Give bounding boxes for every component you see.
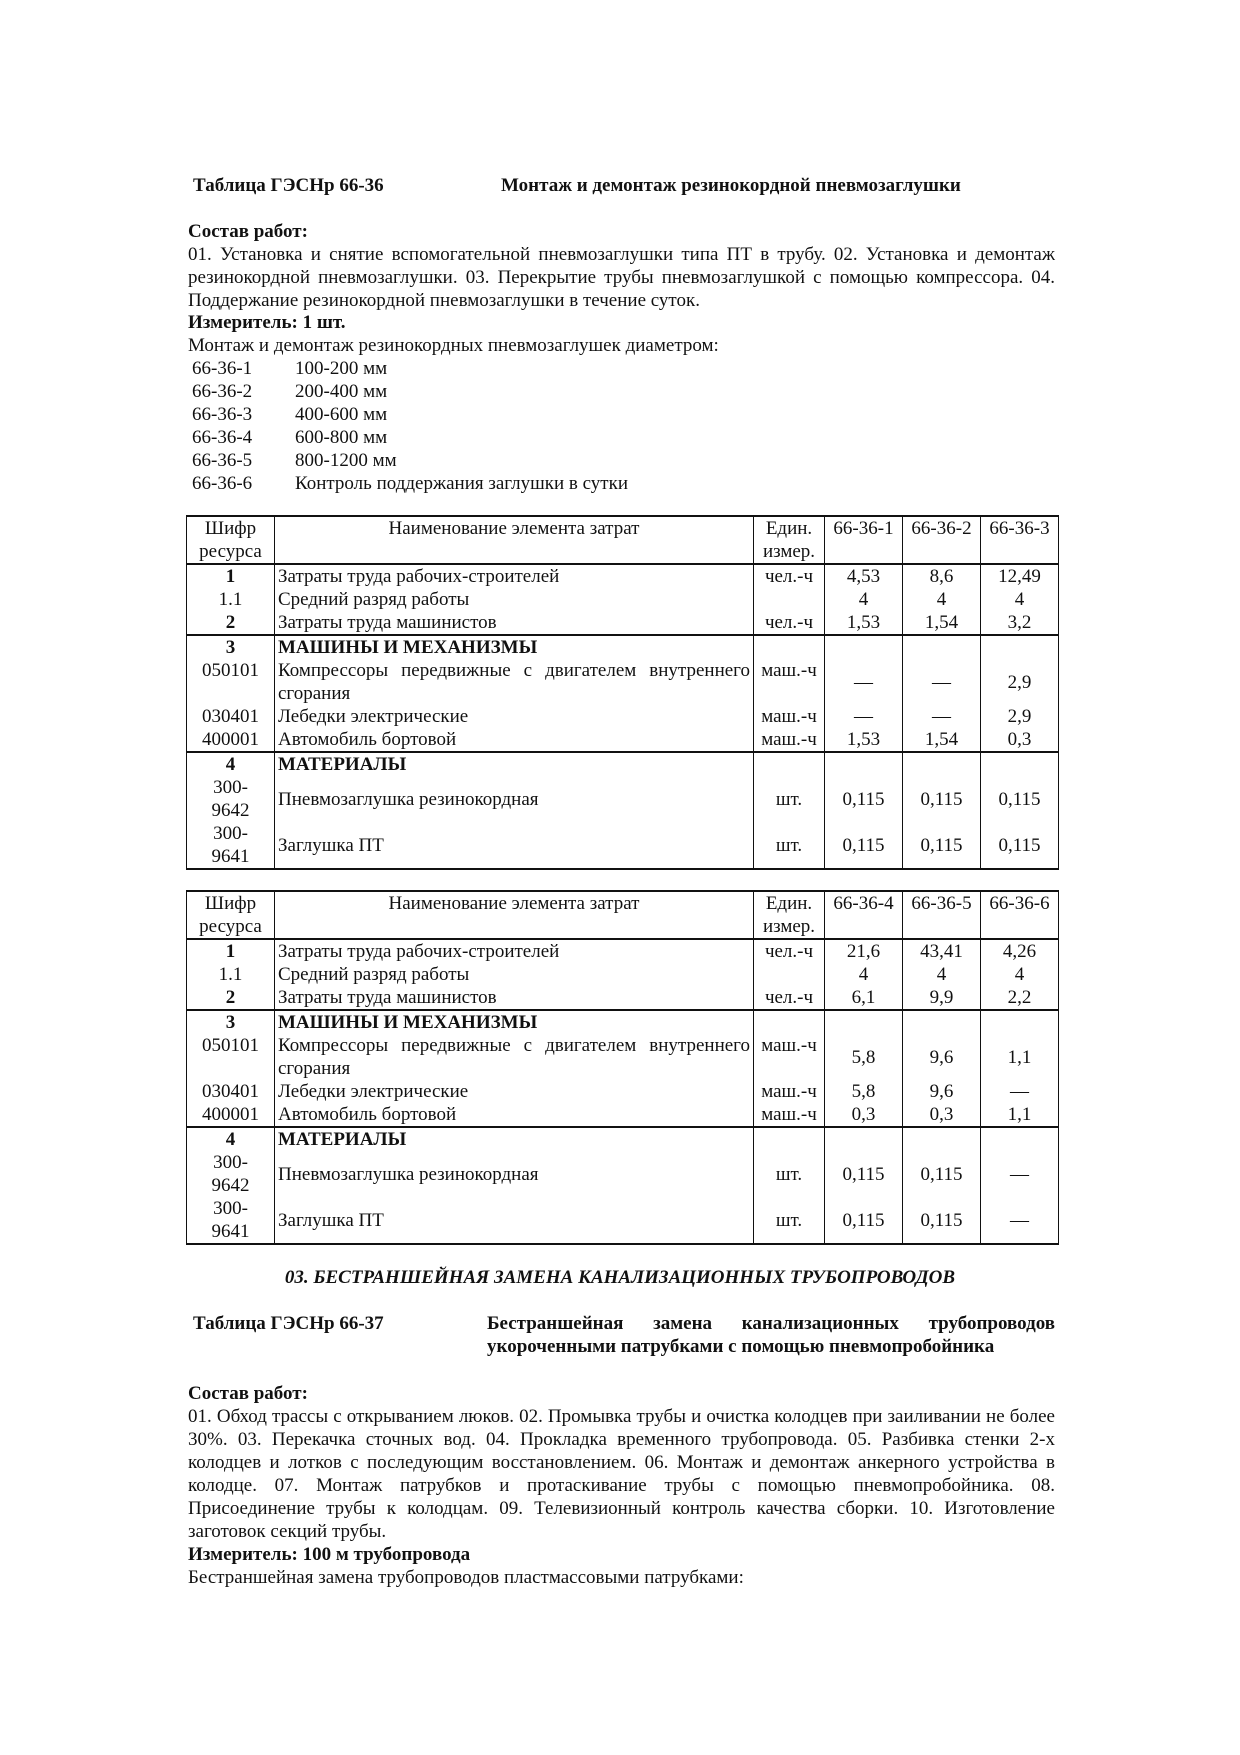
cell-name: Компрессоры передвижные с двигателем внутреннего сгорания — [275, 1034, 754, 1080]
cell-code — [187, 822, 275, 869]
table-row — [187, 963, 1059, 986]
cell-code-part: 9641 — [211, 846, 250, 867]
cell-code-part: 300- — [213, 823, 248, 844]
cell-value — [981, 1127, 1059, 1151]
cell-value: 5,8 — [825, 1080, 903, 1103]
cell-name: Затраты труда рабочих-строителей — [275, 564, 754, 588]
cell-value: — — [903, 705, 981, 728]
cell-unit: шт. — [754, 776, 825, 822]
table-row — [187, 1034, 1059, 1080]
table-row-group — [187, 1010, 1059, 1127]
cell-value — [903, 1127, 981, 1151]
cell-name: Затраты труда рабочих-строителей — [275, 939, 754, 963]
header-norm-code: 66-36-2 — [903, 516, 981, 564]
code-desc: 800-1200 мм — [295, 450, 397, 471]
cell-value: 9,6 — [903, 1080, 981, 1103]
cell-unit — [754, 1010, 825, 1034]
table-row-group — [187, 752, 1059, 869]
resource-table — [186, 890, 1059, 1245]
cell-name: Лебедки электрические — [275, 705, 754, 728]
cell-name: МАТЕРИАЛЫ — [275, 1127, 754, 1151]
cell-value: 0,115 — [981, 776, 1059, 822]
table-title-line: Бестраншейная замена канализационных трубопроводов — [487, 1313, 1055, 1334]
cell-unit: маш.-ч — [754, 1080, 825, 1103]
cell-value — [903, 752, 981, 776]
cell-name: МАШИНЫ И МЕХАНИЗМЫ — [275, 635, 754, 659]
cell-code: 3 — [187, 1010, 275, 1034]
cell-value: 4 — [903, 588, 981, 611]
header-code — [187, 516, 275, 564]
cell-code-part: 300- — [213, 1198, 248, 1219]
cell-value: 0,3 — [981, 728, 1059, 752]
code-id: 66-36-3 — [192, 404, 253, 425]
header-norm-code: 66-36-3 — [981, 516, 1059, 564]
code-row — [190, 403, 890, 426]
cell-value: 4,53 — [825, 564, 903, 588]
cell-code: 4 — [187, 1127, 275, 1151]
cell-name: Средний разряд работы — [275, 588, 754, 611]
header-code — [187, 891, 275, 939]
cell-code — [187, 1197, 275, 1244]
code-desc: 400-600 мм — [295, 404, 388, 425]
cell-value: 0,115 — [825, 776, 903, 822]
cell-value: 1,1 — [981, 1034, 1059, 1080]
table-row-group — [187, 939, 1059, 1010]
cell-value — [903, 1010, 981, 1034]
cell-name: Пневмозаглушка резинокордная — [275, 1151, 754, 1197]
cell-value: 0,115 — [825, 822, 903, 869]
table-row — [187, 1080, 1059, 1103]
resource-table — [186, 515, 1059, 870]
cell-value: 4 — [825, 963, 903, 986]
cell-code: 1.1 — [187, 588, 275, 611]
cell-unit: шт. — [754, 1151, 825, 1197]
header-code-line: Шифр — [204, 518, 257, 539]
codes-intro: Бестраншейная замена трубопроводов пластмассовыми патрубками: — [188, 1567, 744, 1588]
cell-name: Затраты труда машинистов — [275, 986, 754, 1010]
cell-unit: маш.-ч — [754, 705, 825, 728]
cell-value: 4 — [981, 588, 1059, 611]
cell-value: 2,2 — [981, 986, 1059, 1010]
cell-unit: шт. — [754, 822, 825, 869]
header-unit-line: Един. — [765, 893, 813, 914]
cell-unit: чел.-ч — [754, 986, 825, 1010]
table-row — [187, 635, 1059, 659]
cell-name: Лебедки электрические — [275, 1080, 754, 1103]
codes-list — [190, 357, 890, 495]
code-desc: 100-200 мм — [295, 358, 388, 379]
table-row — [187, 588, 1059, 611]
code-desc: 200-400 мм — [295, 381, 388, 402]
cell-value: 4 — [981, 963, 1059, 986]
header-norm-code: 66-36-5 — [903, 891, 981, 939]
cell-code: 1 — [187, 564, 275, 588]
cell-code: 050101 — [187, 659, 275, 705]
table-row-group — [187, 635, 1059, 752]
cell-value: 9,6 — [903, 1034, 981, 1080]
header-unit-line: измер. — [762, 541, 816, 562]
cell-code: 1 — [187, 939, 275, 963]
header-name: Наименование элемента затрат — [275, 891, 754, 939]
works-text: 01. Обход трассы с открыванием люков. 02. Промывка трубы и очистка колодцев при заиливании не более 30%. 03. Перекачка сточных вод. 04. Прокладка временного трубопровода. 05. Разбивка стенки 2-х колодцев и лотков с последующим восстановлением. 06. Монтаж и демонтаж анкерного устройства в колодце. 07. Монтаж патрубков и протаскивание трубы с помощью пневмопробойника. 08. Присоединение трубы к колодцам. 09. Телевизионный контроль качества сборки. 10. Изготовление заготовок секций трубы. — [188, 1406, 1055, 1542]
cell-value: 0,115 — [825, 1151, 903, 1197]
table-row — [187, 1151, 1059, 1197]
cell-value: 5,8 — [825, 1034, 903, 1080]
code-desc: 600-800 мм — [295, 427, 388, 448]
table-title: Монтаж и демонтаж резинокордной пневмозаглушки — [501, 175, 961, 196]
cell-code: 1.1 — [187, 963, 275, 986]
cell-value: 3,2 — [981, 611, 1059, 635]
table-row-group — [187, 564, 1059, 635]
cell-unit: маш.-ч — [754, 659, 825, 705]
cell-value: — — [981, 1151, 1059, 1197]
code-desc: Контроль поддержания заглушки в сутки — [295, 473, 628, 494]
table-row-group — [187, 1127, 1059, 1244]
cell-name: Автомобиль бортовой — [275, 728, 754, 752]
header-unit — [754, 516, 825, 564]
table-row — [187, 1127, 1059, 1151]
table-row — [187, 939, 1059, 963]
cell-value — [825, 1127, 903, 1151]
cell-value: 1,54 — [903, 611, 981, 635]
cell-code-part: 300- — [213, 1152, 248, 1173]
table-header-row — [187, 516, 1059, 564]
cell-code-part: 9641 — [211, 1221, 250, 1242]
table-row — [187, 611, 1059, 635]
code-row — [190, 472, 890, 495]
works-heading: Состав работ: — [188, 1383, 308, 1404]
table-row — [187, 986, 1059, 1010]
cell-value: 4 — [825, 588, 903, 611]
cell-value: 0,115 — [903, 822, 981, 869]
cell-value: 2,9 — [981, 659, 1059, 705]
table-title-line: укороченными патрубками с помощью пневмопробойника — [487, 1336, 995, 1357]
table-row — [187, 1010, 1059, 1034]
cell-unit: чел.-ч — [754, 939, 825, 963]
code-row — [190, 449, 890, 472]
header-code-line: ресурса — [199, 541, 262, 562]
header-code-line: Шифр — [204, 893, 257, 914]
cell-value — [825, 1010, 903, 1034]
cell-value: 8,6 — [903, 564, 981, 588]
code-row — [190, 426, 890, 449]
cell-code-part: 9642 — [211, 800, 250, 821]
cell-code-part: 300- — [213, 777, 248, 798]
header-norm-code: 66-36-4 — [825, 891, 903, 939]
cell-unit: маш.-ч — [754, 728, 825, 752]
code-id: 66-36-4 — [192, 427, 253, 448]
table-label: Таблица ГЭСНр 66-36 — [193, 175, 384, 196]
cell-code: 030401 — [187, 705, 275, 728]
cell-value: 9,9 — [903, 986, 981, 1010]
table-header-row — [187, 891, 1059, 939]
cell-value: 12,49 — [981, 564, 1059, 588]
measure-unit: Измеритель: 100 м трубопровода — [188, 1544, 471, 1565]
cell-value: — — [981, 1197, 1059, 1244]
code-id: 66-36-6 — [192, 473, 253, 494]
cell-code: 2 — [187, 611, 275, 635]
cell-value — [981, 635, 1059, 659]
code-row — [190, 380, 890, 403]
cell-value: 4 — [903, 963, 981, 986]
cell-value: 1,53 — [825, 728, 903, 752]
header-norm-code: 66-36-1 — [825, 516, 903, 564]
cell-value — [981, 752, 1059, 776]
table-row — [187, 728, 1059, 752]
cell-unit — [754, 1127, 825, 1151]
cell-value: — — [903, 659, 981, 705]
header-unit — [754, 891, 825, 939]
table-row — [187, 705, 1059, 728]
cell-code: 2 — [187, 986, 275, 1010]
cell-value: 1,1 — [981, 1103, 1059, 1127]
header-name: Наименование элемента затрат — [275, 516, 754, 564]
table-label: Таблица ГЭСНр 66-37 — [193, 1313, 384, 1334]
table-title — [487, 1312, 1055, 1358]
cell-value: 4,26 — [981, 939, 1059, 963]
cell-name: Автомобиль бортовой — [275, 1103, 754, 1127]
cell-value: 0,115 — [903, 1151, 981, 1197]
cell-unit: маш.-ч — [754, 1034, 825, 1080]
table-row — [187, 1197, 1059, 1244]
cell-value: 0,115 — [981, 822, 1059, 869]
cell-name: Пневмозаглушка резинокордная — [275, 776, 754, 822]
cell-unit — [754, 588, 825, 611]
cell-name: Заглушка ПТ — [275, 822, 754, 869]
cell-value — [903, 635, 981, 659]
cell-value: 1,54 — [903, 728, 981, 752]
cell-value: 1,53 — [825, 611, 903, 635]
cell-unit: шт. — [754, 1197, 825, 1244]
cell-name: Компрессоры передвижные с двигателем внутреннего сгорания — [275, 659, 754, 705]
codes-intro: Монтаж и демонтаж резинокордных пневмозаглушек диаметром: — [188, 335, 719, 356]
cell-value — [825, 752, 903, 776]
table-row — [187, 752, 1059, 776]
table-row — [187, 1103, 1059, 1127]
cell-value: 43,41 — [903, 939, 981, 963]
code-row — [190, 357, 890, 380]
cell-name: МАШИНЫ И МЕХАНИЗМЫ — [275, 1010, 754, 1034]
measure-unit: Измеритель: 1 шт. — [188, 312, 346, 333]
table-row — [187, 659, 1059, 705]
cell-code: 400001 — [187, 1103, 275, 1127]
cell-code: 4 — [187, 752, 275, 776]
cell-value: 6,1 — [825, 986, 903, 1010]
cell-unit — [754, 635, 825, 659]
cell-value: 21,6 — [825, 939, 903, 963]
cell-name: Средний разряд работы — [275, 963, 754, 986]
cell-value: 0,115 — [825, 1197, 903, 1244]
cell-code: 3 — [187, 635, 275, 659]
cell-value: 0,3 — [903, 1103, 981, 1127]
cell-code: 050101 — [187, 1034, 275, 1080]
cell-unit: маш.-ч — [754, 1103, 825, 1127]
code-id: 66-36-5 — [192, 450, 253, 471]
cell-name: Заглушка ПТ — [275, 1197, 754, 1244]
table-row — [187, 822, 1059, 869]
cell-value: 2,9 — [981, 705, 1059, 728]
cell-value — [981, 1010, 1059, 1034]
cell-code: 400001 — [187, 728, 275, 752]
code-id: 66-36-2 — [192, 381, 253, 402]
cell-code — [187, 776, 275, 822]
cell-value: 0,3 — [825, 1103, 903, 1127]
cell-code: 030401 — [187, 1080, 275, 1103]
works-text: 01. Установка и снятие вспомогательной пневмозаглушки типа ПТ в трубу. 02. Установка и демонтаж резинокордной пневмозаглушки. 03. Перекрытие трубы пневмозаглушкой с помощью компрессора. 04. Поддержание резинокордной пневмозаглушки в течение суток. — [188, 244, 1055, 311]
section-heading: 03. БЕСТРАНШЕЙНАЯ ЗАМЕНА КАНАЛИЗАЦИОННЫХ ТРУБОПРОВОДОВ — [284, 1267, 956, 1288]
cell-value — [825, 635, 903, 659]
cell-code — [187, 1151, 275, 1197]
code-id: 66-36-1 — [192, 358, 253, 379]
cell-value: 0,115 — [903, 776, 981, 822]
works-heading: Состав работ: — [188, 221, 308, 242]
cell-value: — — [981, 1080, 1059, 1103]
cell-unit — [754, 963, 825, 986]
header-unit-line: измер. — [762, 916, 816, 937]
cell-value: — — [825, 705, 903, 728]
cell-unit: чел.-ч — [754, 611, 825, 635]
table-row — [187, 776, 1059, 822]
cell-value: 0,115 — [903, 1197, 981, 1244]
cell-unit: чел.-ч — [754, 564, 825, 588]
cell-unit — [754, 752, 825, 776]
header-code-line: ресурса — [199, 916, 262, 937]
cell-code-part: 9642 — [211, 1175, 250, 1196]
cell-name: МАТЕРИАЛЫ — [275, 752, 754, 776]
table-row — [187, 564, 1059, 588]
cell-value: — — [825, 659, 903, 705]
header-unit-line: Един. — [765, 518, 813, 539]
header-norm-code: 66-36-6 — [981, 891, 1059, 939]
cell-name: Затраты труда машинистов — [275, 611, 754, 635]
